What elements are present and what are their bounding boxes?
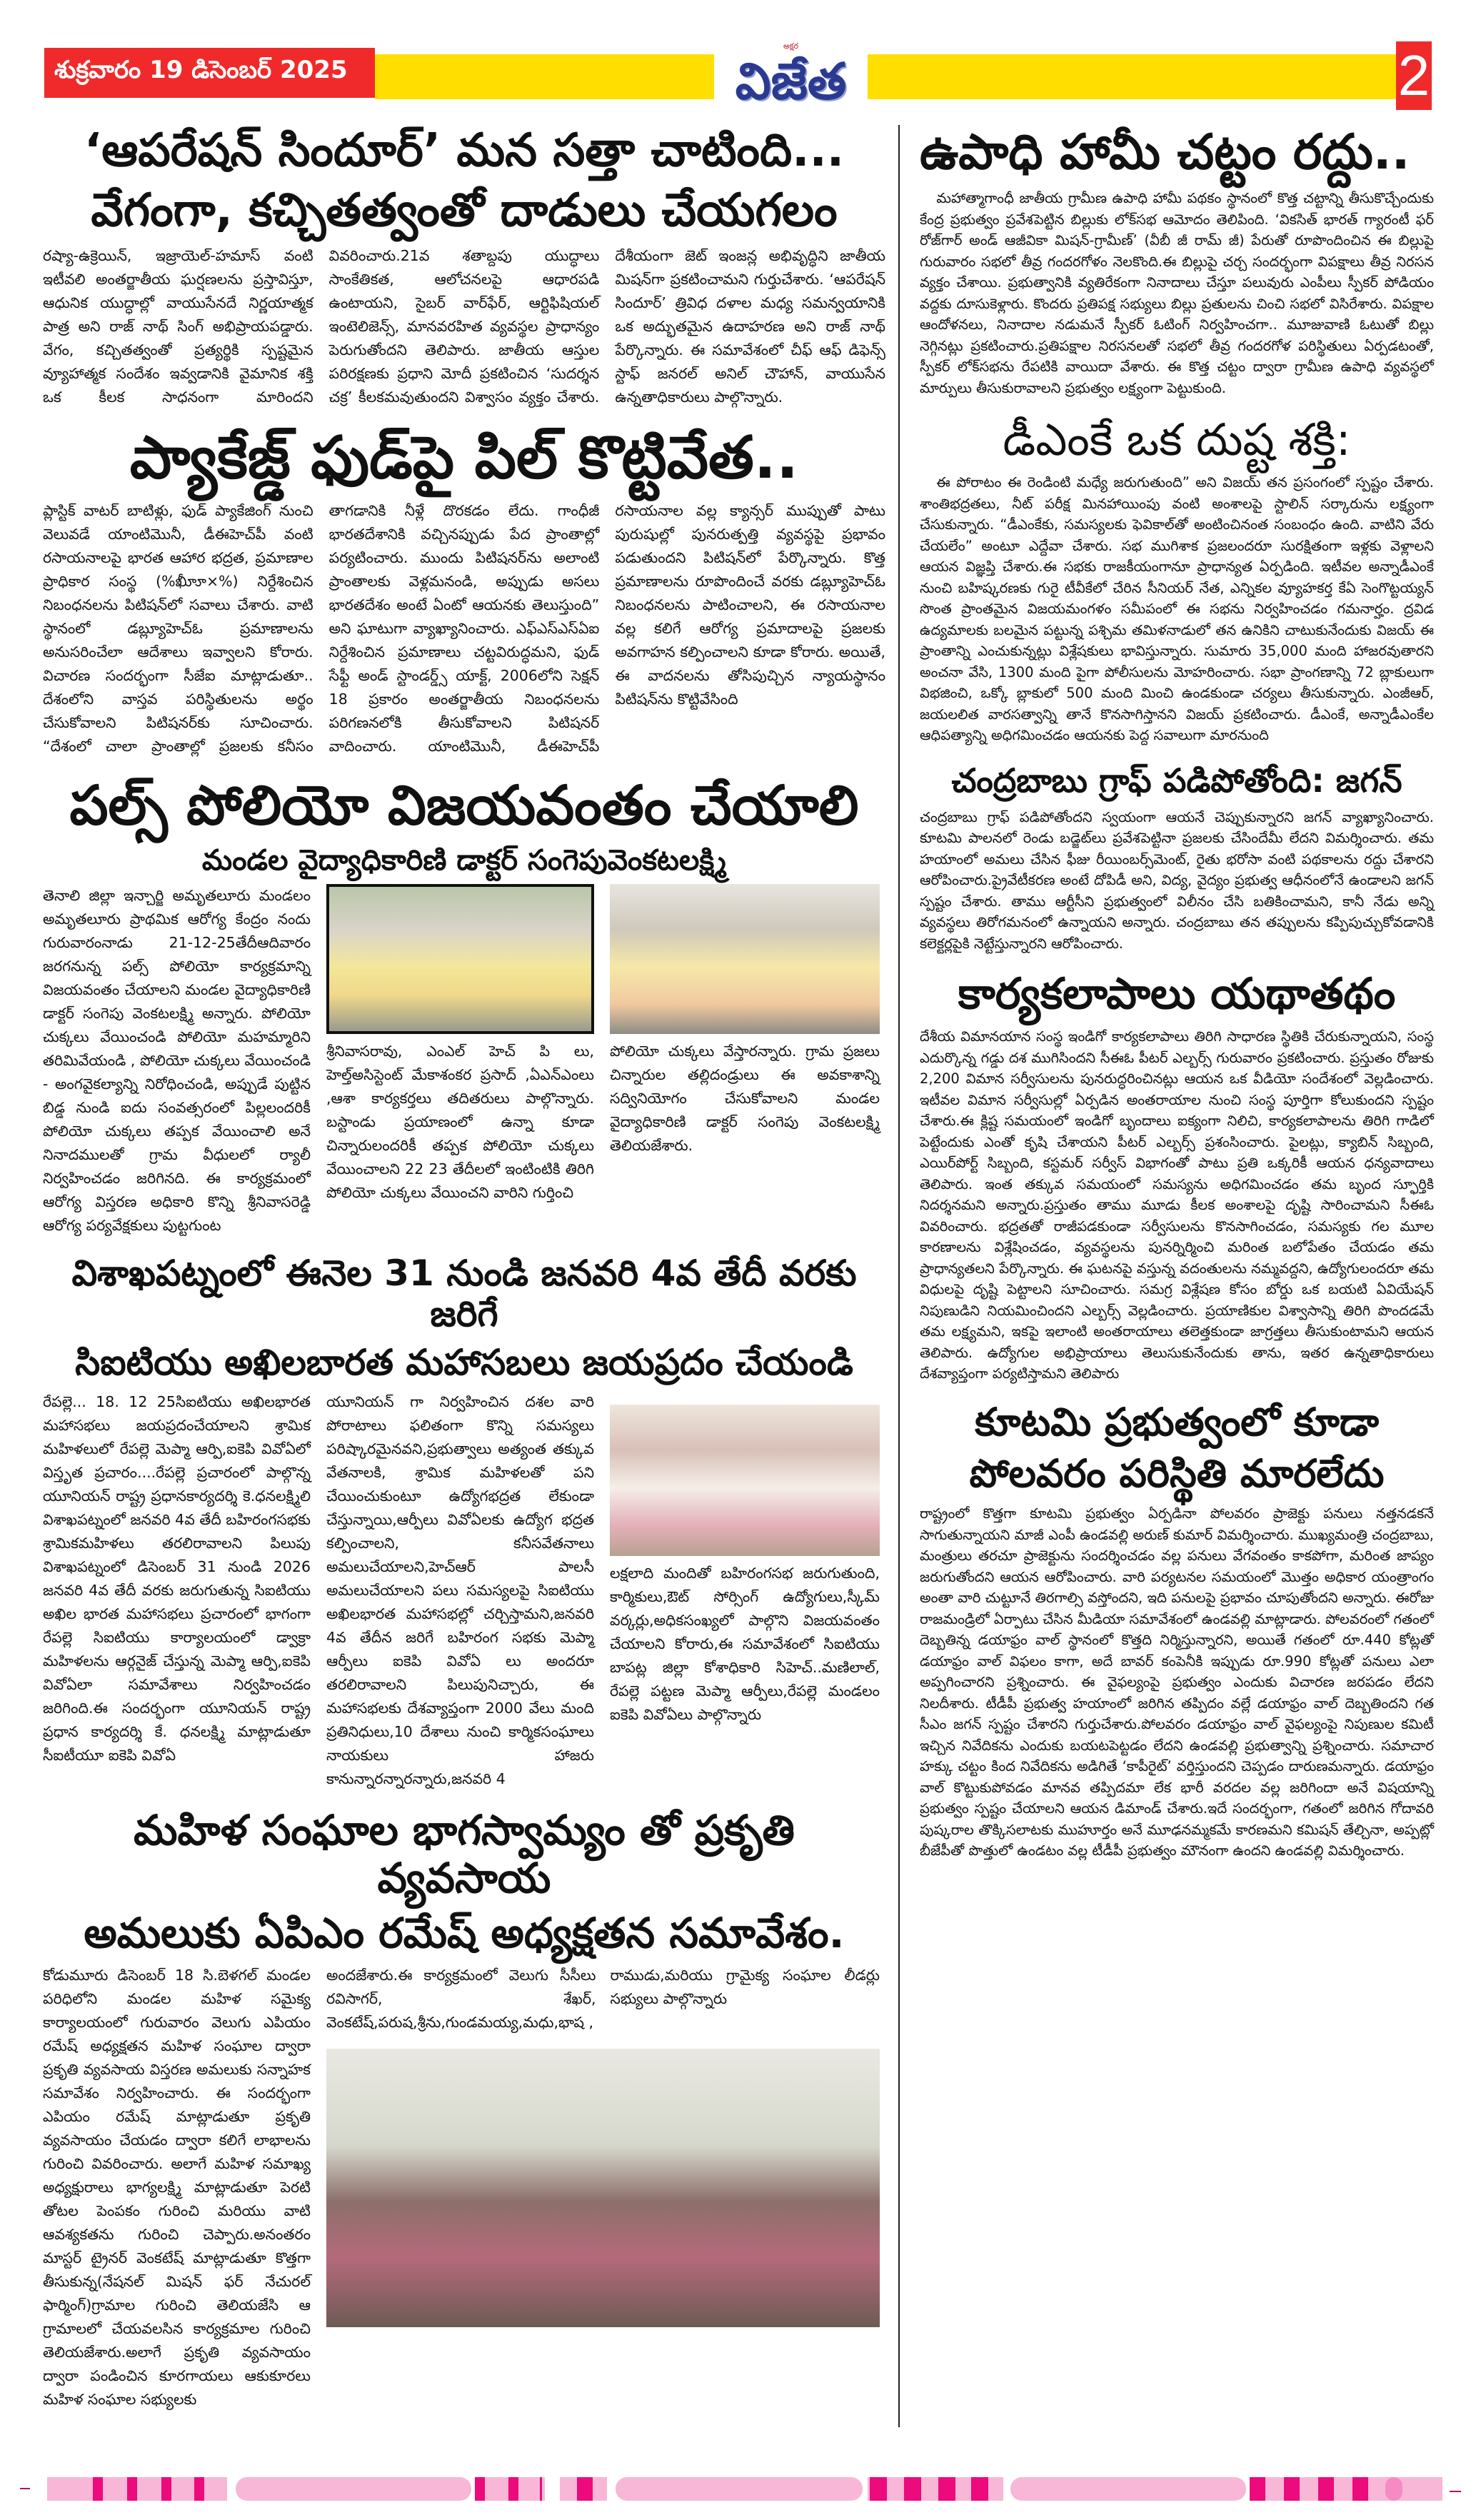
column-divider [898,125,900,2427]
headline-polavaram-2: పోలవరం పరిస్థితి మారలేదు [969,1450,1385,1496]
article-mahila-col3: రాముడు,మరియు గ్రామైక్య సంఘాల లీడర్లు సభ్యులు పాల్గొన్నారు [610,1967,880,2008]
article-upadhi [920,125,1434,398]
polio-rally-photo-1 [326,884,594,1034]
article-polio [43,774,885,1237]
article-polavaram-body: రాష్ట్రంలో కొత్తగా కూటమి ప్రభుత్వం ఏర్పడినా పోలవరం ప్రాజెక్టు పనులు నత్తనడకనే సాగుతున్నాయని మాజీ ఎంపీ ఉండవల్లి అరుణ్ కుమార్ విమర్శించారు. ముఖ్యమంత్రి చంద్రబాబు, మంత్రులు తరచూ ప్రాజెక్టును సందర్శించడం వల్ల పనులు వేగవంతం కాకపోగా, మరింత జాప్యం జరుగుతోందని ఆయన ఆరోపించారు. వారి పర్యటనల సమయంలో మొత్తం అధికార యంత్రాంగం అంతా వారి చుట్టూనే తిరగాల్సి వస్తోందని, ఇది పనులపై ప్రభావం చూపుతోందని అన్నారు. ఈరోజు రాజమండ్రిలో ఏర్పాటు చేసిన మీడియా సమావేశంలో ఉండవల్లి మాట్లాడారు. పోలవరంలో గతంలో దెబ్బతిన్న డయాఫ్రం వాల్ స్థానంలో కొత్తది నిర్మిస్తున్నారని, అయితే గతంలో రూ.440 కోట్లతో డయాఫ్రం వాల్ విఫలం కాగా, అదే బావర్ కంపెనీకి ఇప్పుడు రూ.990 కోట్లతో పనులు ఎలా అప్పగించారని ప్రశ్నించారు. ఈ వైఫల్యంపై ప్రభుత్వం ఎందుకు విచారణ జరపడం లేదని నిలదీశారు. టీడీపీ ప్రభుత్వ హయాంలో జరిగిన తప్పిదం వల్లే డయాఫ్రం వాల్ దెబ్బతిందని గత సీఎం జగన్ స్పష్టం చేశారని గుర్తుచేశారు.పోలవరం డయాఫ్రం వాల్ వైఫల్యంపై నిపుణుల కమిటీ ఇచ్చిన నివేదికను ఎందుకు బయటపెట్టడం లేదని ఉండవల్లి ప్రభుత్వాన్ని ప్రశ్నించారు. సమాచార హక్కు చట్టం కింద నివేదికను అడిగితే ‘కాపీరైట్’ వర్తిస్తుందని చెప్పడం దారుణమన్నారు. డయాఫ్రం వాల్ కొట్టుకుపోవడం మానవ తప్పిదమా లేక భారీ వరదల వల్ల జరిగిందా అనే విషయాన్ని ప్రభుత్వం స్పష్టం చేయాలని ఆయన డిమాండ్ చేశారు.ఇదే సందర్భంగా, గతంలో జరిగిన గోదావరి పుష్కరాల తొక్కిసలాటకు ముహూర్తం అనే మూఢనమ్మకమే కారణమని కమిషన్ తేల్చినా, అప్పట్లో బీజేపీతో పొత్తులో ఉండటం వల్ల టీడీపీ ప్రభుత్వం మౌనంగా ఉందని ఉండవల్లి విమర్శించారు. [920,1505,1434,1859]
masthead [0,0,1476,125]
headline-upadhi: ఉపాధి హామీ చట్టం రద్దు.. [920,124,1410,181]
headline-mahila-2: అమలుకు ఏపిఎం రమేష్ అధ్యక్షతన సమావేశం. [84,1908,845,1957]
headline-citu-2: సిఐటియు అఖిలబారత మహాసబలు జయప్రదం చేయండి [75,1341,853,1383]
issue-date: శుక్రవారం 19 డిసెంబర్ 2025 [54,56,348,84]
headline-mahila-1: మహిళ సంఘాల భాగస్వామ్యం తో ప్రకృతి వ్యవసాయ [134,1806,795,1903]
article-jagan [920,762,1434,954]
page-number: 2 [1396,41,1432,110]
article-citu-col1: రేపల్లె... 18. 12 25సిఐటియు అఖిలభారత మహాసభలు జయప్రదంచేయాలని శ్రామిక మహిళలులో రేపల్లె మెప్మా ఆర్పి,ఐకెపి వివోఏలో విస్తృత ప్రచారం....రేపల్లె ప్రచారంలో పాల్గొన్న యూనియన్ రాష్ట్ర ప్రధానకార్యదర్శి కె.ధనలక్ష్మిలి విశాఖపట్నంలో జనవరి 4వ తేదీ బహిరంగసభకు శ్రామికమహిళలు తరలిరావాలని పిలుపు విశాఖపట్నంలో డిసెంబర్ 31 నుండి 2026 జనవరి 4వ తేదీ వరకు జరుగుతున్న సిఐటియు అఖిల భారత మహాసభలు ప్రచారంలో భాగంగా రేపల్లె సిఐటియు కార్యాలయంలో డ్వాక్రా మహిళలను ఆర్గనైజ్ చేస్తున్న మెప్మా ఆర్పి,ఐకెపి వివోఏలా సమావేశాలు నిర్వహించడం జరిగింది.ఈ సందర్భంగా యూనియన్ రాష్ట్ర ప్రధాన కార్యదర్శి కే. ధనలక్ష్మి మాట్లాడుతూ సీఐటీయూ ఐకెపి వివోఏ [43,1393,311,1764]
headline-polio: పల్స్ పోలియో విజయవంతం చేయాలి [69,773,859,838]
headline-dmk: డీఎంకే ఒక దుష్ట శక్తి: [1003,413,1351,466]
headline-sindoor-1: ‘ఆపరేషన్ సిందూర్’ మన సత్తా చాటింది... [84,124,845,177]
headline-indigo: కార్యకలాపాలు యథాతథం [958,969,1396,1020]
article-citu-col2: యూనియన్ గా నిర్వహించిన దశల వారి పోరాటాలు ఫలితంగా కొన్ని సమస్యలు పరిష్కారమైనవని,ప్రభుత్వాలు అత్యంత తక్కువ వేతనాలకి, శ్రామిక మహిళలతో పని చేయించుకుంటూ ఉద్యోగభద్రత లేకుండా చేస్తున్నాయి,ఆర్పీలు వివోఏలకు ఉద్యోగ భద్రత కల్పించాలని, కనీసవేతనాలు అమలుచేయాలని,హెచ్ఆర్ పాలసీ అమలుచేయాలని పలు సమస్యలపై సిఐటియు అఖిలభారత మహాసభల్లో చర్చిస్తామని,జనవరి 4వ తేదీన జరిగే బహిరంగ సభకు మెప్మా ఆర్పీలు ఐకెపి వివోఏ లు అందరూ తరలిరావాలని పిలుపునిచ్చారు, ఈ మహాసభలకు దేశవ్యాప్తంగా 2000 వేలు మంది ప్రతినిధులు,10 దేశాలు నుంచి కార్మికసంఘాలు నాయకులు హాజరు కానున్నారన్నారన్నారు,జనవరి 4 [326,1393,594,1788]
masthead-band-right [868,54,1396,99]
article-citu [43,1253,885,1792]
article-citu-col3: లక్షలాది మందితో బహిరంగసభ జరుగుతుంది, కార్మికులు,ఔట్ సోర్సింగ్ ఉద్యోగులు,స్కీమ్ వర్కర్లు,అధికసంఖ్యలో పాల్గొని విజయవంతం చేయాలని కోరారు,ఈ సమావేశంలో సిఐటియు బాపట్ల జిల్లా కోశాధికారి సిహెచ్..మణిలాల్, రేపల్లె పట్టణ మెప్మా ఆర్పీలు,రేపల్లె మండలం ఐకెపి వివోఏలు పాల్గొన్నారు [610,1565,880,1724]
polio-rally-photo-2 [610,884,880,1034]
article-dmk-body: ఈ పోరాటం ఈ రెండింటి మధ్యే జరుగుతుంది” అని విజయ్ తన ప్రసంగంలో స్పష్టం చేశారు. శాంతిభద్రతలు, నీట్ పరీక్ష మినహాయింపు వంటి అంశాలపై స్టాలిన్ సర్కారును లక్ష్యంగా చేసుకున్నారు. “డీఎంకేకు, సమస్యలకు ఫెవికాల్‌తో అంటించినంత సంబంధం ఉంది. వాటిని వేరు చేయలేం” అంటూ ఎద్దేవా చేశారు. సభ ముగిశాక ప్రజలందరూ సురక్షితంగా ఇళ్లకు వెళ్లాలని ఆయన విజ్ఞప్తి చేశారు.ఈ సభకు రాజకీయంగానూ ప్రాధాన్యత ఏర్పడింది. ఇటీవల అన్నాడీఎంకే నుంచి బహిష్కరణకు గురై టీవీకేలో చేరిన సీనియర్ నేత, ఎన్నికల వ్యూహకర్త కేఏ సెంగొట్టయ్యన్ సొంత ప్రాంతమైన విజయమంగళం సమీపంలో ఈ సభను నిర్వహించడం గమనార్హం. ద్రవిడ ఉద్యమాలకు బలమైన పట్టున్న పశ్చిమ తమిళనాడులో తన ఉనికిని చాటుకునేందుకు విజయ్ ఈ ప్రాంతాన్ని ఎంచుకున్నట్లు విశ్లేషకులు భావిస్తున్నారు. సుమారు 35,000 మంది హాజరవుతారని అంచనా వేసి, 1300 మంది పైగా పోలీసులను మోహరించారు. సభా ప్రాంగణాన్ని 72 బ్లాకులుగా విభజించి, ఒక్కో బ్లాకులో 500 మంది మించి ఉండకుండా చర్యలు తీసుకున్నారు. ఎంజీఆర్, జయలలిత వారసత్వాన్ని తానే కొనసాగిస్తానని విజయ్ ప్రకటించారు. డీఎంకే, అన్నాడీఎంకేల ఆధిపత్యాన్ని అధిగమించడం ఆయనకు పెద్ద సవాలుగా మారనుంది [920,474,1434,744]
article-mahila [43,1807,885,2411]
article-upadhi-body: మహాత్మాగాంధీ జాతీయ గ్రామీణ ఉపాధి హామీ పథకం స్థానంలో కొత్త చట్టాన్ని తీసుకొచ్చేందుకు కేంద్ర ప్రభుత్వం ప్రవేశపెట్టిన బిల్లుకు లోక్‌సభ ఆమోదం తెలిపింది. ‘వికసిత్ భారత్ గ్యారంటీ ఫర్ రోజ్‌గార్ అండ్ ఆజీవికా మిషన్-గ్రామీణ్’ (వీబీ జీ రామ్ జీ) పేరుతో రూపొందించిన ఈ బిల్లుపై గురువారం సభలో తీవ్ర గందరగోళం నెలకొంది.ఈ బిల్లుపై చర్చ సందర్భంగా విపక్షాలు తీవ్ర నిరసన వ్యక్తం చేశాయి. ప్రభుత్వానికి వ్యతిరేకంగా నినాదాలు చేస్తూ పలువురు ఎంపీలు స్పీకర్ పోడియం వద్దకు దూసుకెళ్లారు. కొందరు ప్రతిపక్ష సభ్యులు బిల్లు ప్రతులను చించి సభలో విసిరేశారు. విపక్షాల ఆందోళనలు, నినాదాల నడుమనే స్పీకర్ ఓటింగ్ నిర్వహించగా.. మూజువాణి ఓటుతో బిల్లు నెగ్గినట్లు ప్రకటించారు.ప్రతిపక్షాల నిరసనలతో సభలో తీవ్ర గందరగోళ పరిస్థితులు ఏర్పడటంతో, స్పీకర్ లోక్‌సభను రేపటికి వాయిదా వేశారు. ఈ కొత్త చట్టం ద్వారా గ్రామీణ ఉపాధి వ్యవస్థలో మార్పులు తీసుకురావాలని ప్రభుత్వం లక్ష్యంగా పెట్టుకుంది. [920,190,1434,396]
headline-jagan: చంద్రబాబు గ్రాఫ్ పడిపోతోంది: జగన్ [951,760,1402,800]
logo-text: విజేత [735,52,847,111]
article-polio-col1: తెనాలి జిల్లా ఇన్చార్జి అమృతలూరు మండలం అమృతలూరు ప్రాథమిక ఆరోగ్య కేంద్రం నందు గురువారంనాడు 21-12-25తేదీఆదివారం జరగనున్న పల్స్ పోలియో కార్యక్రమాన్ని విజయవంతం చేయాలని మండల వైద్యాధికారిణి డాక్టర్ సంగెపు వెంకటలక్ష్మి అన్నారు. పోలియో చుక్కలు వేయించండి పోలియో మహమ్మారిని తరిమివేయండి , పోలియో చుక్కలు వేయించండి - అంగవైకల్యాన్ని నిరోధించండి, అప్పుడే పుట్టిన బిడ్డ నుండి ఐదు సంవత్సరంలో పిల్లలందరికీ పోలియో చుక్కలు తప్పక వేయించాలి అనే నినాదములతో గ్రామ వీధులలో ర్యాలీ నిర్వహించడం జరిగినది. ఈ కార్యక్రమంలో ఆరోగ్య విస్తరణ అధికారి కొన్ని శ్రీనివాసరెడ్డి ఆరోగ్య పర్యవేక్షకులు పుట్టగుంట [43,886,311,1234]
article-sindoor-body: రష్యా-ఉక్రెయిన్, ఇజ్రాయెల్-హమాస్ వంటి ఇటీవలి అంతర్జాతీయ ఘర్షణలను ప్రస్తావిస్తూ, ఆధునిక యుద్ధాల్లో వాయుసేనదే నిర్ణయాత్మక పాత్ర అని రాజ్ నాథ్ సింగ్ అభిప్రాయపడ్డారు. వేగం, కచ్చితత్వంతో ప్రత్యర్థికి స్పష్టమైన వ్యూహాత్మక సందేశం ఇవ్వడానికి వైమానిక శక్తి ఒక కీలక సాధనంగా మారిందని వివరించారు.21వ శతాబ్దపు యుద్ధాలు సాంకేతికత, ఆలోచనలపై ఆధారపడి ఉంటాయని, సైబర్ వార్‌ఫేర్, ఆర్టిఫిషియల్ ఇంటెలిజెన్స్, మానవరహిత వ్యవస్థల ప్రాధాన్యం పెరుగుతోందని తెలిపారు. జాతీయ ఆస్తుల పరిరక్షణకు ప్రధాని మోదీ ప్రకటించిన ‘సుదర్శన చక్ర’ కీలకమవుతుందని విశ్వాసం వ్యక్తం చేశారు. దేశీయంగా జెట్ ఇంజన్ల అభివృద్ధిని జాతీయ మిషన్‌గా ప్రకటించామని గుర్తుచేశారు. ‘ఆపరేషన్ సిందూర్’ త్రివిధ దళాల మధ్య సమన్వయానికి ఒక అద్భుతమైన ఉదాహరణ అని రాజ్ నాథ్ పేర్కొన్నారు. ఈ సమావేశంలో చీఫ్ ఆఫ్ డిఫెన్స్ స్టాఫ్ జనరల్ అనిల్ చౌహాన్, వాయుసేన ఉన్నతాధికారులు పాల్గొన్నారు. [43,247,885,406]
polio-col3 [610,884,880,1158]
article-food [43,425,885,758]
article-sindoor [43,125,885,409]
footer [0,2456,1476,2520]
newspaper-logo [714,41,868,127]
footer-color-strip [0,2477,1476,2501]
headline-packaged-food: ప్యాకేజ్డ్ ఫుడ్‌పై పిల్ కొట్టివేత.. [129,424,799,493]
logo-tagline: అక్షర [783,41,799,51]
article-mahila-col2: అందజేశారు.ఈ కార్యక్రమంలో వెలుగు సీసీలు రవిసాగర్, శేఖర్, వెంకటేష్,పరుష,శ్రీను,గుండమయ్య,మధు,భాష , [326,1967,596,2032]
article-indigo-body: దేశీయ విమానయాన సంస్థ ఇండిగో కార్యకలాపాలు తిరిగి సాధారణ స్థితికి చేరుకున్నాయని, సంస్థ ఎదుర్కొన్న గడ్డు దశ ముగిసిందని సీఈఓ పీటర్ ఎల్బర్స్ గురువారం ప్రకటించారు. ప్రస్తుతం రోజుకు 2,200 విమాన సర్వీసులను పునరుద్ధరించినట్లు ఆయన ఒక వీడియో సందేశంలో వెల్లడించారు. ఇటీవల విమాన సర్వీసుల్లో ఏర్పడిన అంతరాయాల నుంచి సంస్థ పూర్తిగా కోలుకుందని స్పష్టం చేశారు.ఈ క్లిష్ట సమయంలో ఇండిగో బృందాలు ఐక్యంగా నిలిచి, కార్యకలాపాలను తిరిగి గాడిలో పెట్టేందుకు ఎంతో కృషి చేశాయని పీటర్ ఎల్బర్స్ ప్రశంసించారు. పైలట్లు, క్యాబిన్ సిబ్బంది, ఎయిర్‌పోర్ట్ సిబ్బంది, కస్టమర్ సర్వీస్ విభాగంతో పాటు ప్రతి ఒక్కరికీ ఆయన ధన్యవాదాలు తెలిపారు. ఇంత తక్కువ సమయంలో సమస్యను అధిగమించడం తమ బృంద స్ఫూర్తికి నిదర్శనమని అన్నారు.ప్రస్తుతం తాము మూడు కీలక అంశాలపై దృష్టి సారించామని సీఈఓ వివరించారు. భద్రతతో రాజీపడకుండా సర్వీసులను కొనసాగించడం, సమస్యకు గల మూల కారణాలను విశ్లేషించడం, వ్యవస్థలను పునర్నిర్మించి మరింత బలోపేతం చేయడం తమ ప్రాధాన్యతలని పేర్కొన్నారు. ఈ ఘటనపై వస్తున్న వదంతులను నమ్మవద్దని, ఉద్యోగులందరూ తమ విధులపై దృష్టి పెట్టాలని సూచించారు. సమగ్ర విశ్లేషణ కోసం బోర్డు ఒక బయటి ఏవియేషన్ నిపుణుడిని నియమించిందని ఎల్బర్స్ వెల్లడించారు. ప్రయాణికుల విశ్వాసాన్ని తిరిగి పొందడమే తమ లక్ష్యమని, ఇకపై ఇలాంటి అంతరాయాలు తలెత్తకుండా జాగ్రత్తలు తీసుకుంటామని ఆయన తెలిపారు. ఉద్యోగుల అభిప్రాయాలు తెలుసుకునేందుకు తాను, ఇతర ఉన్నతాధికారులు దేశవ్యాప్తంగా పర్యటిస్తామని తెలిపారు [920,1028,1434,1382]
date-banner [44,48,375,98]
article-polio-col2: శ్రీనివాసరావు, ఎంఎల్ హెచ్ పి లు, హెల్త్అసిస్టెంట్ మేకాశంకర ప్రసాద్ ,ఏఎన్ఎంలు ,ఆశా కార్యకర్తలు తదితరులు పాల్గొన్నారు. బస్టాండు ప్రయాణంలో ఉన్నా కూడా చిన్నారులందరికీ తప్పక పోలియో చుక్కలు వేయించాలని 22 23 తేదీలలో ఇంటింటికి తిరిగి పోలియో చుక్కలు వేయించని వారిని గుర్తించి [326,1042,594,1201]
right-column [905,125,1441,2427]
citu-col3 [610,1390,880,1727]
headline-polavaram-1: కూటమి ప్రభుత్వంలో కూడా [975,1399,1379,1445]
mahila-meeting-photo [326,2049,880,2327]
subheadline-polio: మండల వైద్యాధికారిణి డాక్టర్ సంగెపువెంకటలక్ష్మి [201,843,727,877]
headline-citu-1: విశాఖపట్నంలో ఈనెల 31 నుండి జనవరి 4వ తేదీ వరకు జరిగే [71,1252,857,1335]
article-jagan-body: చంద్రబాబు గ్రాఫ్ పడిపోతోందని స్వయంగా ఆయనే చెప్పుకున్నారని జగన్ వ్యాఖ్యానించారు. కూటమి పాలనలో రెండు బడ్జెట్‌లు ప్రవేశపెట్టినా ప్రజలకు చేసిందేమీ లేదని విమర్శించారు. తమ హయాంలో అమలు చేసిన ఫీజు రీయింబర్స్‌మెంట్, రైతు భరోసా వంటి పథకాలను రద్దు చేశారని ఆరోపించారు.ప్రైవేటీకరణ అంటే దోపిడీ అని, విద్య, వైద్యం ప్రభుత్వ ఆధీనంలోనే ఉండాలని జగన్ స్పష్టం చేశారు. తాము ఆర్టీసీని ప్రభుత్వంలో విలీనం చేసి బతికించామని, కానీ నేడు అన్ని వ్యవస్థలు తిరోగమనంలో ఉన్నాయని అన్నారు. చంద్రబాబు తన తప్పులను కప్పిపుచ్చుకోవడానికి కలెక్టర్లపైకి నెట్టేస్తున్నారని ఆరోపించారు. [920,808,1434,952]
article-indigo [920,970,1434,1385]
citu-meeting-photo [610,1405,880,1556]
article-dmk [920,414,1434,746]
article-food-body: ప్లాస్టిక్ వాటర్ బాటిళ్లు, ఫుడ్ ప్యాకేజింగ్ నుంచి వెలువడే యాంటిమొనీ, డీఈహెచ్‌పీ వంటి రసాయనాలపై భారత ఆహార భద్రత, ప్రమాణాల ప్రాధికార సంస్థ (%ఖీూూ×%) నిర్దేశించిన నిబంధనలను పిటిషన్‌లో సవాలు చేశారు. వాటి స్థానంలో డబ్ల్యూహెచ్ఓ ప్రమాణాలను అనుసరించేలా ఆదేశాలు ఇవ్వాలని కోరారు. విచారణ సందర్భంగా సీజేఐ మాట్లాడుతూ.. దేశంలోని వాస్తవ పరిస్థితులను అర్థం చేసుకోవాలని పిటిషనర్‌కు సూచించారు. “దేశంలో చాలా ప్రాంతాల్లో ప్రజలకు కనీసం తాగడానికి నీళ్లే దొరకడం లేదు. గాంధీజీ భారతదేశానికి వచ్చినప్పుడు పేద ప్రాంతాల్లో పర్యటించారు. ముందు పిటిషనర్‌ను అలాంటి ప్రాంతాలకు వెళ్లమనండి, అప్పుడు అసలు భారతదేశం అంటే ఏంటో ఆయనకు తెలుస్తుంది” అని ఘాటుగా వ్యాఖ్యానించారు. ఎఫ్ఎస్ఎస్ఏఐ నిర్దేశించిన ప్రమాణాలు చట్టవిరుద్ధమని, ఫుడ్ సేఫ్టీ అండ్ స్టాండర్డ్స్ యాక్ట్, 2006లోని సెక్షన్ 18 ప్రకారం అంతర్జాతీయ నిబంధనలను పరిగణనలోకి తీసుకోవాలని పిటిషనర్ వాదించారు. యాంటిమొనీ, డీఈహెచ్‌పీ రసాయనాల వల్ల క్యాన్సర్ ముప్పుతో పాటు పురుషుల్లో పునరుత్పత్తి వ్యవస్థపై ప్రభావం పడుతుందని పిటిషన్‌లో పేర్కొన్నారు. కొత్త ప్రమాణాలను రూపొందించే వరకు డబ్ల్యూహెచ్ఓ నిబంధనలను పాటించాలని, ఈ రసాయనాల వల్ల కలిగే ఆరోగ్య ప్రమాదాలపై ప్రజలకు అవగాహన కల్పించాలని కూడా కోరారు. అయితే, ఈ వాదనలను తోసిపుచ్చిన న్యాయస్థానం పిటిషన్‌ను కొట్టివేసింది [43,502,885,756]
page-content [0,125,1476,2427]
masthead-band-left [375,54,714,99]
article-polavaram [920,1400,1434,1862]
headline-sindoor-2: వేగంగా, కచ్చితత్వంతో దాడులు చేయగలం [91,184,838,237]
article-mahila-col1: కోడుమూరు డిసెంబర్ 18 సి.బెళగల్ మండల పరిధిలోని మండల మహిళ సమైక్య కార్యాలయంలో గురువారం వెలుగు ఎపియం రమేష్ అధ్యక్షతన మహిళ సంఘాల ద్వారా ప్రకృతి వ్యవసాయ విస్తరణ అమలుకు సన్నాహక సమావేశం నిర్వహించారు. ఈ సందర్భంగా ఎపియం రమేష్ మాట్లాడుతూ ప్రకృతి వ్యవసాయం చేయడం ద్వారా కలిగే లాభాలను గురించి వివరించారు. అలాగే మహిళ సమాఖ్య అధ్యక్షురాలు భాగ్యలక్ష్మి మాట్లాడుతూ పెరటి తోటల పెంపకం గురించి మరియు వాటి ఆవశ్యకతను గురించి చెప్పారు.అనంతరం మాస్టర్ ట్రైనర్ వెంకటేష్ మాట్లాడుతూ కొత్తగా తీసుకున్న(నేషనల్ మిషన్ ఫర్ నేచురల్ ఫార్మింగ్)గ్రామాల గురించి తెలియజేసి ఆ గ్రామాలలో చేయవలసిన కార్యక్రమాల గురించి తెలియజేశారు.అలాగే ప్రకృతి వ్యవసాయం ద్వారా పండించిన కూరగాయలు ఆకుకూరలు మహిళ సంఘాల సభ్యులకు [43,1967,311,2409]
polio-col2 [326,884,594,1205]
left-column [43,125,893,2427]
article-polio-col3: పోలియో చుక్కలు వేస్తారన్నారు. గ్రామ ప్రజలు చిన్నారుల తల్లిదండ్రులు ఈ అవకాశాన్ని సద్వినియోగం చేసుకోవాలని మండల వైద్యాధికారిణి డాక్టర్ సంగెపు వెంకటలక్ష్మి తెలియజేశారు. [610,1042,880,1154]
